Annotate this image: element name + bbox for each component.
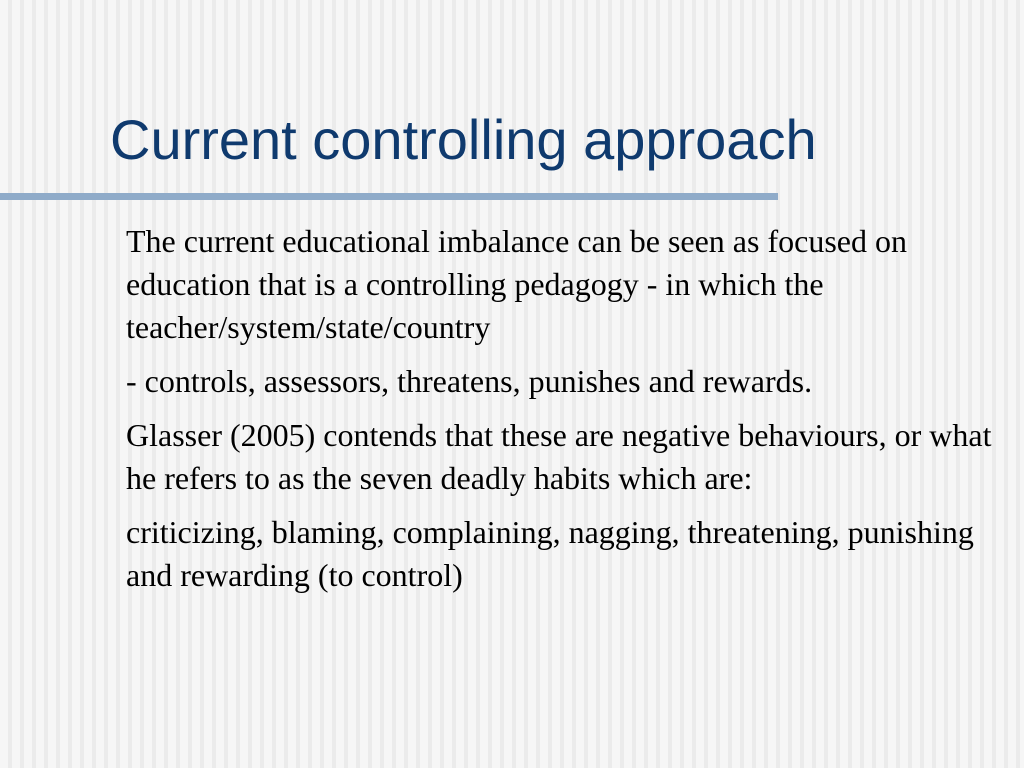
title-underline-rule — [0, 193, 778, 200]
body-paragraph-intro: The current educational imbalance can be seen as focused on education that is a controlling pedagogy - in which the teacher/system/state/country — [126, 223, 907, 345]
slide-title: Current controlling approach — [110, 108, 817, 171]
body-paragraph-controls: - controls, assessors, threatens, punishes and rewards. — [126, 363, 813, 399]
body-paragraph-glasser: Glasser (2005) contends that these are negative behaviours, or what he refers to as the seven deadly habits which are: — [126, 417, 992, 496]
body-paragraph-habits: criticizing, blaming, complaining, nagging, threatening, punishing and rewarding (to control) — [126, 514, 974, 593]
slide-body — [126, 220, 996, 608]
